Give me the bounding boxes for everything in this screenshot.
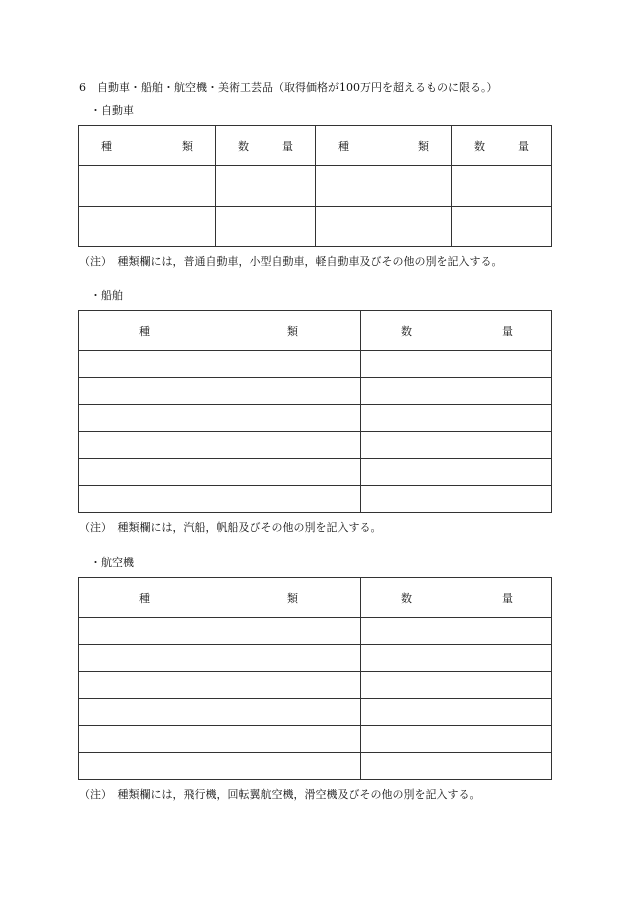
qty-label-right: 量	[518, 139, 529, 153]
table-row	[79, 618, 552, 645]
vehicle-kind-header-2	[316, 126, 452, 166]
ship-qty-cell[interactable]	[361, 405, 552, 432]
ship-kind-header	[79, 311, 361, 351]
table-row	[79, 753, 552, 780]
vehicle-header-row	[79, 126, 552, 166]
kind-label-left: 種	[139, 591, 150, 605]
vehicle-qty-cell[interactable]	[452, 166, 552, 207]
aircraft-qty-cell[interactable]	[361, 726, 552, 753]
aircraft-qty-cell[interactable]	[361, 753, 552, 780]
aircraft-qty-cell[interactable]	[361, 618, 552, 645]
table-row	[79, 699, 552, 726]
vehicle-title: ・自動車	[90, 104, 134, 117]
aircraft-kind-cell[interactable]	[79, 753, 361, 780]
ship-title: ・船舶	[90, 289, 123, 302]
table-row	[79, 672, 552, 699]
kind-label-left: 種	[139, 324, 150, 338]
table-row	[79, 405, 552, 432]
ship-qty-cell[interactable]	[361, 459, 552, 486]
aircraft-header-row	[79, 578, 552, 618]
vehicle-qty-header-2	[452, 126, 552, 166]
table-row	[79, 459, 552, 486]
aircraft-qty-cell[interactable]	[361, 645, 552, 672]
table-row	[79, 166, 552, 207]
aircraft-kind-cell[interactable]	[79, 672, 361, 699]
aircraft-title: ・航空機	[90, 556, 134, 569]
vehicle-kind-cell[interactable]	[316, 166, 452, 207]
ship-qty-cell[interactable]	[361, 351, 552, 378]
qty-label-right: 量	[282, 139, 293, 153]
ship-qty-cell[interactable]	[361, 486, 552, 513]
vehicle-qty-cell[interactable]	[216, 207, 316, 247]
ship-kind-cell[interactable]	[79, 432, 361, 459]
vehicle-qty-cell[interactable]	[216, 166, 316, 207]
vehicle-qty-header-1	[216, 126, 316, 166]
ship-note: （注） 種類欄には，汽船，帆船及びその他の別を記入する。	[79, 521, 382, 534]
vehicle-note: （注） 種類欄には，普通自動車，小型自動車，軽自動車及びその他の別を記入する。	[79, 255, 503, 268]
kind-label-right: 類	[287, 324, 298, 338]
aircraft-qty-cell[interactable]	[361, 699, 552, 726]
kind-label-left: 種	[101, 139, 112, 153]
vehicle-table	[78, 125, 552, 247]
aircraft-kind-cell[interactable]	[79, 699, 361, 726]
vehicle-kind-header-1	[79, 126, 216, 166]
vehicle-qty-cell[interactable]	[452, 207, 552, 247]
ship-header-row	[79, 311, 552, 351]
qty-label-left: 数	[238, 139, 249, 153]
table-row	[79, 207, 552, 247]
table-row	[79, 486, 552, 513]
vehicle-kind-cell[interactable]	[316, 207, 452, 247]
aircraft-kind-header	[79, 578, 361, 618]
aircraft-qty-header	[361, 578, 552, 618]
qty-label-left: 数	[401, 324, 412, 338]
qty-label-left: 数	[474, 139, 485, 153]
table-row	[79, 378, 552, 405]
kind-label-right: 類	[287, 591, 298, 605]
table-row	[79, 432, 552, 459]
ship-kind-cell[interactable]	[79, 486, 361, 513]
ship-qty-cell[interactable]	[361, 378, 552, 405]
qty-label-right: 量	[502, 591, 513, 605]
ship-qty-header	[361, 311, 552, 351]
kind-label-right: 類	[418, 139, 429, 153]
aircraft-kind-cell[interactable]	[79, 645, 361, 672]
ship-table	[78, 310, 552, 513]
table-row	[79, 645, 552, 672]
ship-kind-cell[interactable]	[79, 351, 361, 378]
ship-kind-cell[interactable]	[79, 378, 361, 405]
aircraft-table	[78, 577, 552, 780]
aircraft-kind-cell[interactable]	[79, 618, 361, 645]
table-row	[79, 351, 552, 378]
ship-kind-cell[interactable]	[79, 459, 361, 486]
kind-label-right: 類	[182, 139, 193, 153]
vehicle-kind-cell[interactable]	[79, 207, 216, 247]
aircraft-note: （注） 種類欄には，飛行機，回転翼航空機，滑空機及びその他の別を記入する。	[79, 788, 481, 801]
section-heading: 6 自動車・船舶・航空機・美術工芸品（取得価格が100万円を超えるものに限る。）	[79, 81, 498, 94]
table-row	[79, 726, 552, 753]
qty-label-left: 数	[401, 591, 412, 605]
kind-label-left: 種	[338, 139, 349, 153]
aircraft-kind-cell[interactable]	[79, 726, 361, 753]
ship-kind-cell[interactable]	[79, 405, 361, 432]
qty-label-right: 量	[502, 324, 513, 338]
vehicle-kind-cell[interactable]	[79, 166, 216, 207]
ship-qty-cell[interactable]	[361, 432, 552, 459]
aircraft-qty-cell[interactable]	[361, 672, 552, 699]
